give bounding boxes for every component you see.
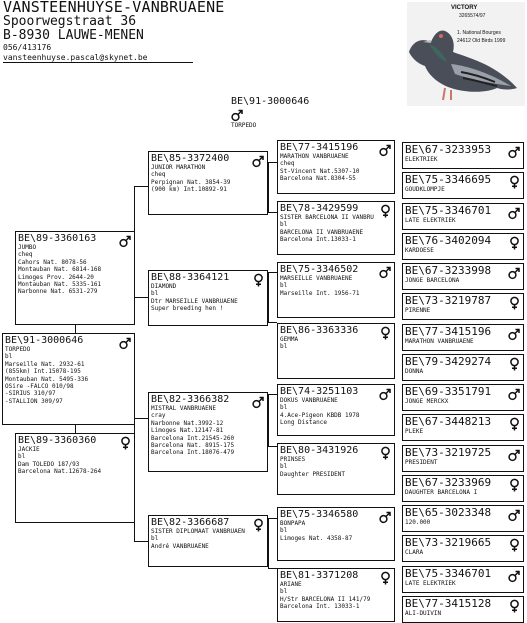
info-line: JUMBO — [18, 244, 37, 251]
female-symbol-icon — [380, 325, 391, 344]
info-line: bl — [280, 527, 288, 535]
info-line: PRESIDENT — [405, 459, 438, 466]
female-symbol-icon — [509, 477, 520, 496]
female-symbol-icon — [509, 416, 520, 435]
pedigree-box-g4_14 — [402, 535, 524, 562]
ring-number: BE\82-3366687 — [151, 517, 230, 528]
info-line: Marseille Int. 1956-71 — [280, 289, 360, 297]
connector — [268, 212, 277, 213]
info-line: Barcelona Int.13033-1 — [280, 236, 356, 244]
ring-number: BE\75-3346701 — [405, 567, 492, 580]
pedigree-box-g4_11 — [402, 445, 524, 472]
male-symbol-icon — [508, 568, 520, 587]
info-line: bl — [280, 588, 288, 596]
info-line: Cahors Nat. 8078-56 — [18, 258, 87, 266]
info-line: (900 km) Int.10892-91 — [151, 186, 227, 194]
ring-number: BE\76-3402094 — [405, 234, 492, 247]
ring-number: BE\67-3233998 — [405, 264, 492, 277]
male-symbol-icon — [119, 335, 131, 354]
pedigree-box-g4_2 — [402, 172, 524, 199]
info-line: bl — [280, 463, 288, 471]
info-line: JONGE BARCELONA — [405, 277, 460, 284]
info-line: SISTER DIPLOMAAT VANBRUAEN — [151, 528, 245, 535]
female-symbol-icon — [380, 445, 391, 464]
pedigree-box-fmm — [277, 323, 395, 379]
ring-number: BE\89-3360163 — [18, 233, 97, 244]
breeder-city: B-8930 LAUWE-MENEN — [3, 28, 144, 43]
info-line: bl — [280, 404, 288, 412]
pedigree-box-g4_16 — [402, 596, 524, 623]
ring-number: BE\86-3363336 — [280, 325, 359, 336]
photo-result-2: 24612 Old Birds 1999 — [457, 38, 506, 44]
info-line: Perpignan Nat. 3854-39 — [151, 178, 231, 186]
male-symbol-icon — [508, 205, 520, 224]
info-line: Super breeding hen ! — [151, 305, 224, 313]
female-symbol-icon — [509, 537, 520, 556]
info-line: cheq — [280, 160, 295, 168]
info-line: JACKIE — [18, 446, 40, 453]
pedigree-box-g4_15 — [402, 566, 524, 593]
female-symbol-icon — [509, 174, 520, 193]
pedigree-box-g4_8 — [402, 354, 524, 381]
header-rule — [3, 62, 193, 63]
pedigree-box-g4_7 — [402, 324, 524, 351]
connector — [268, 162, 277, 163]
info-line: OSire -FALCO 010/98 — [5, 383, 74, 391]
info-line: PIRENNE — [405, 307, 431, 314]
pedigree-box-mf — [148, 392, 268, 472]
pedigree-box-ffm — [277, 201, 395, 255]
info-line: Barcelona Nat.8304-55 — [280, 175, 356, 183]
info-line: -STALLION 309/97 — [5, 397, 63, 405]
info-line: Narbonne Nat.3992-12 — [151, 419, 224, 427]
connector — [268, 394, 269, 446]
info-line: KARDOESE — [405, 247, 434, 254]
info-line: H/Str BARCELONA II 141/79 — [280, 595, 371, 603]
info-line: Montauban Nat. 6814-168 — [18, 266, 102, 274]
ring-number: BE\75-3346695 — [405, 173, 492, 186]
male-symbol-icon — [508, 386, 520, 405]
female-symbol-icon — [380, 570, 391, 589]
info-line: ELEKTRIEK — [405, 156, 438, 163]
breeder-email: vansteenhuyse.pascal@skynet.be — [3, 53, 148, 62]
male-symbol-icon — [379, 386, 391, 405]
pedigree-box-ff — [148, 151, 268, 215]
info-line: DAUGHTER BARCELONA I — [405, 489, 478, 496]
info-line: CLARA — [405, 549, 424, 556]
info-line: -SIRIUS 310/97 — [5, 390, 56, 398]
pedigree-box-g4_1 — [402, 142, 524, 169]
ring-number: BE\69-3351791 — [405, 385, 492, 398]
male-symbol-icon — [379, 142, 391, 161]
info-line: St-Vincent Nat.5307-10 — [280, 167, 360, 175]
info-line: bl — [280, 343, 288, 351]
info-line: MARATHON VANBRUAENE — [280, 153, 349, 160]
connector — [268, 518, 269, 568]
info-line: BONPAPA — [280, 520, 306, 527]
info-line: Barcelona Nat.12678-264 — [18, 468, 102, 476]
subject-name: TORPEDO — [231, 122, 257, 129]
info-line: Limoges Nat.12147-81 — [151, 427, 224, 435]
info-line: 4.Ace-Pigeon KBDB 1978 — [280, 411, 360, 419]
info-line: MARATHON VANBRUAENE — [405, 338, 474, 345]
ring-number: BE\75-3346580 — [280, 509, 359, 520]
info-line: LATE ELEKTRIEK — [405, 580, 456, 587]
info-line: BARCELONA II VANBRUAENE — [280, 228, 364, 236]
info-line: Daughter PRESIDENT — [280, 470, 346, 478]
connector — [268, 518, 277, 519]
info-line: ALI-DUIVIN — [405, 610, 442, 617]
info-line: DIAMOND — [151, 283, 177, 290]
ring-number: BE\67-3448213 — [405, 415, 492, 428]
ring-number: BE\81-3371208 — [280, 570, 359, 581]
pedigree-box-g4_4 — [402, 233, 524, 260]
male-symbol-icon — [252, 394, 264, 413]
info-line: bl — [280, 282, 288, 290]
ring-number: BE\82-3366382 — [151, 394, 230, 405]
connector — [75, 424, 76, 433]
pedigree-box-g4_5 — [402, 263, 524, 290]
photo-title: VICTORY — [451, 5, 478, 11]
connector — [134, 186, 148, 187]
ring-number: BE\91-3000646 — [5, 335, 84, 346]
pedigree-box-mfm — [277, 443, 395, 495]
pedigree-box-g4_3 — [402, 203, 524, 230]
pedigree-box-fm — [148, 270, 268, 326]
connector — [268, 446, 277, 447]
info-line: Marseille Nat. 2932-61 — [5, 360, 85, 368]
info-line: Barcelona Nat. 8915-175 — [151, 442, 235, 450]
pedigree-box-mm — [148, 515, 268, 567]
info-line: Barcelona Int.18076-479 — [151, 449, 235, 457]
pedigree-box-g4_12 — [402, 475, 524, 502]
info-line: cray — [151, 412, 166, 420]
pedigree-box-g1 — [2, 333, 135, 425]
pedigree-box-fmf — [277, 262, 395, 318]
info-line: Limoges Prov. 2644-20 — [18, 273, 94, 281]
male-symbol-icon — [508, 507, 520, 526]
info-line: bl — [5, 353, 13, 361]
female-symbol-icon — [509, 356, 520, 375]
male-symbol-icon — [508, 326, 520, 345]
info-line: Barcelona Int. 13033-1 — [280, 603, 360, 611]
ring-number: BE\65-3023348 — [405, 506, 492, 519]
info-line: MISTRAL VANBRUAENE — [151, 405, 217, 412]
ring-number: BE\88-3364121 — [151, 272, 230, 283]
info-line: MARSEILLE VANBRUAENE — [280, 275, 353, 282]
ring-number: BE\73-3219725 — [405, 446, 492, 459]
info-line: Dam TOLEDO 187/93 — [18, 460, 80, 468]
pedigree-box-g4_10 — [402, 414, 524, 441]
ring-number: BE\74-3251103 — [280, 386, 359, 397]
info-line: cheq — [151, 171, 166, 179]
pigeon-photo — [407, 2, 525, 106]
male-symbol-icon — [379, 509, 391, 528]
ring-number: BE\79-3429274 — [405, 355, 492, 368]
info-line: bl — [151, 290, 159, 298]
connector — [268, 162, 269, 212]
female-symbol-icon — [253, 272, 264, 291]
ring-number: BE\67-3233969 — [405, 476, 492, 489]
info-line: DONNA — [405, 368, 424, 375]
breeder-name: VANSTEENHUYSE-VANBRUAENE — [3, 0, 225, 16]
pedigree-box-fff — [277, 140, 395, 194]
female-symbol-icon — [509, 295, 520, 314]
female-symbol-icon — [509, 235, 520, 254]
info-line: Limoges Nat. 4358-87 — [280, 534, 353, 542]
info-line: JUNIOR MARATHON — [151, 164, 206, 171]
pedigree-box-f1 — [15, 231, 135, 325]
female-symbol-icon — [509, 598, 520, 617]
ring-number: BE\85-3372400 — [151, 153, 230, 164]
ring-number: BE\73-3219665 — [405, 536, 492, 549]
info-line: SISTER BARCELONA II VANBRU — [280, 214, 374, 221]
info-line: PLEKE — [405, 428, 424, 435]
female-symbol-icon — [380, 203, 391, 222]
info-line: bl — [151, 535, 159, 543]
info-line: Dtr MARSEILLE VANBRUAENE — [151, 297, 238, 305]
female-symbol-icon — [120, 435, 131, 454]
info-line: bl — [18, 453, 26, 461]
pedigree-box-mff — [277, 384, 395, 436]
ring-number: BE\75-3346701 — [405, 204, 492, 217]
male-symbol-icon — [508, 447, 520, 466]
connector — [268, 394, 277, 395]
info-line: PRINSES — [280, 456, 306, 463]
breeder-phone: 056/413176 — [3, 43, 52, 52]
info-line: TORPEDO — [5, 346, 31, 353]
info-line: GOUDKLOMPJE — [405, 186, 445, 193]
ring-number: BE\80-3431926 — [280, 445, 359, 456]
info-line: Montauban Nat. 5495-336 — [5, 375, 89, 383]
connector — [268, 272, 269, 322]
connector — [268, 322, 277, 323]
male-symbol-icon — [379, 264, 391, 283]
connector — [268, 568, 277, 569]
info-line: bl — [280, 221, 288, 229]
pedigree-box-g4_6 — [402, 293, 524, 320]
female-symbol-icon — [253, 517, 264, 536]
ring-number: BE\75-3346502 — [280, 264, 359, 275]
ring-number: BE\78-3429599 — [280, 203, 359, 214]
info-line: Long Distance — [280, 419, 327, 427]
pedigree-box-mmm — [277, 568, 395, 622]
pedigree-box-g4_9 — [402, 384, 524, 411]
info-line: (855km) Int.15078-195 — [5, 368, 81, 376]
connector — [134, 541, 148, 542]
ring-number: BE\77-3415196 — [405, 325, 492, 338]
info-line: Narbonne Nat. 6531-279 — [18, 288, 98, 296]
info-line: Montauban Nat. 5335-161 — [18, 281, 102, 289]
breeder-street: Spoorwegstraat 36 — [3, 14, 137, 29]
info-line: cheq — [18, 251, 33, 259]
male-symbol-icon — [119, 233, 131, 252]
ring-number: BE\77-3415128 — [405, 597, 492, 610]
subject-ring: BE\91-3000646 — [231, 96, 310, 107]
info-line: LATE ELEKTRIEK — [405, 217, 456, 224]
pedigree-box-mmf — [277, 507, 395, 561]
ring-number: BE\67-3233953 — [405, 143, 492, 156]
pedigree-box-g4_13 — [402, 505, 524, 532]
connector — [134, 418, 148, 419]
info-line: André VANBRUAENE — [151, 542, 209, 550]
info-line: Barcelona Int.21545-260 — [151, 434, 235, 442]
info-line: 120.000 — [405, 519, 431, 526]
info-line: DOKUS VANBRUAENE — [280, 397, 338, 404]
male-symbol-icon — [252, 153, 264, 172]
male-symbol-icon — [508, 144, 520, 163]
info-line: JONGE MERCKX — [405, 398, 449, 405]
photo-ring: 3265574/97 — [459, 13, 486, 19]
pedigree-box-m1 — [15, 433, 135, 523]
ring-number: BE\77-3415196 — [280, 142, 359, 153]
info-line: GEMMA — [280, 336, 299, 343]
connector — [134, 297, 148, 298]
photo-result-1: 1. National Bourges — [457, 30, 501, 36]
ring-number: BE\89-3360360 — [18, 435, 97, 446]
ring-number: BE\73-3219787 — [405, 294, 492, 307]
male-symbol-icon — [508, 265, 520, 284]
connector — [268, 272, 277, 273]
info-line: ARIANE — [280, 581, 302, 588]
